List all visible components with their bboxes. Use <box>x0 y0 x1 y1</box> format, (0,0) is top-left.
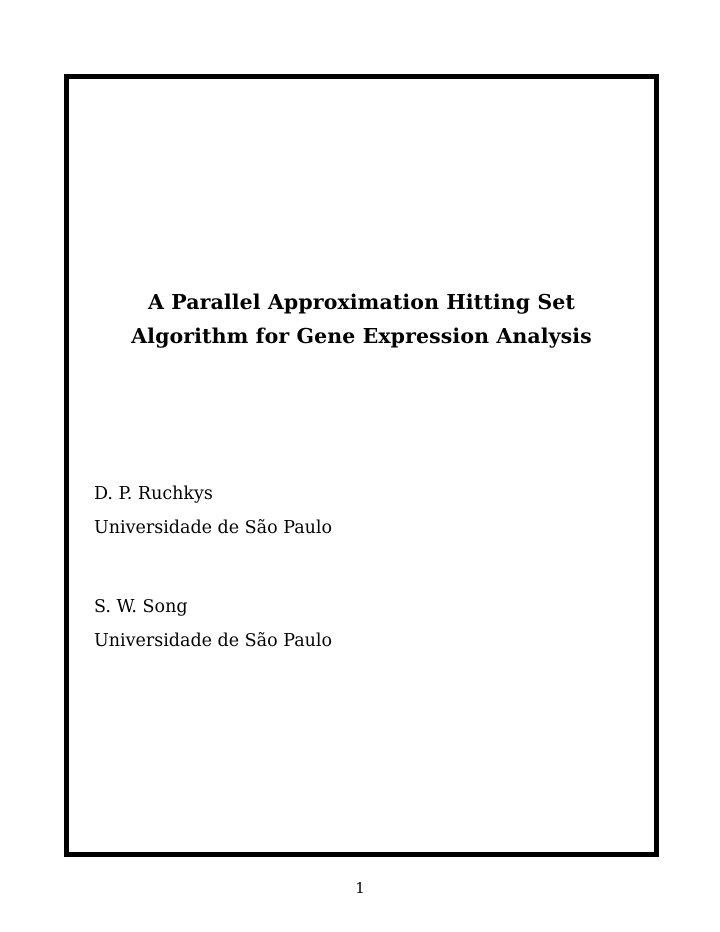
page-number: 1 <box>355 879 365 897</box>
paper-title-line-2: Algorithm for Gene Expression Analysis <box>131 324 592 348</box>
author-affiliation: Universidade de São Paulo <box>94 631 333 651</box>
paper-title <box>69 285 654 353</box>
author-affiliation: Universidade de São Paulo <box>94 518 333 538</box>
author-block-2 <box>94 590 332 658</box>
title-page-frame <box>64 74 659 857</box>
paper-title-line-1: A Parallel Approximation Hitting Set <box>148 290 575 314</box>
author-block-1 <box>94 477 332 545</box>
author-name: S. W. Song <box>94 597 188 617</box>
author-name: D. P. Ruchkys <box>94 484 213 504</box>
